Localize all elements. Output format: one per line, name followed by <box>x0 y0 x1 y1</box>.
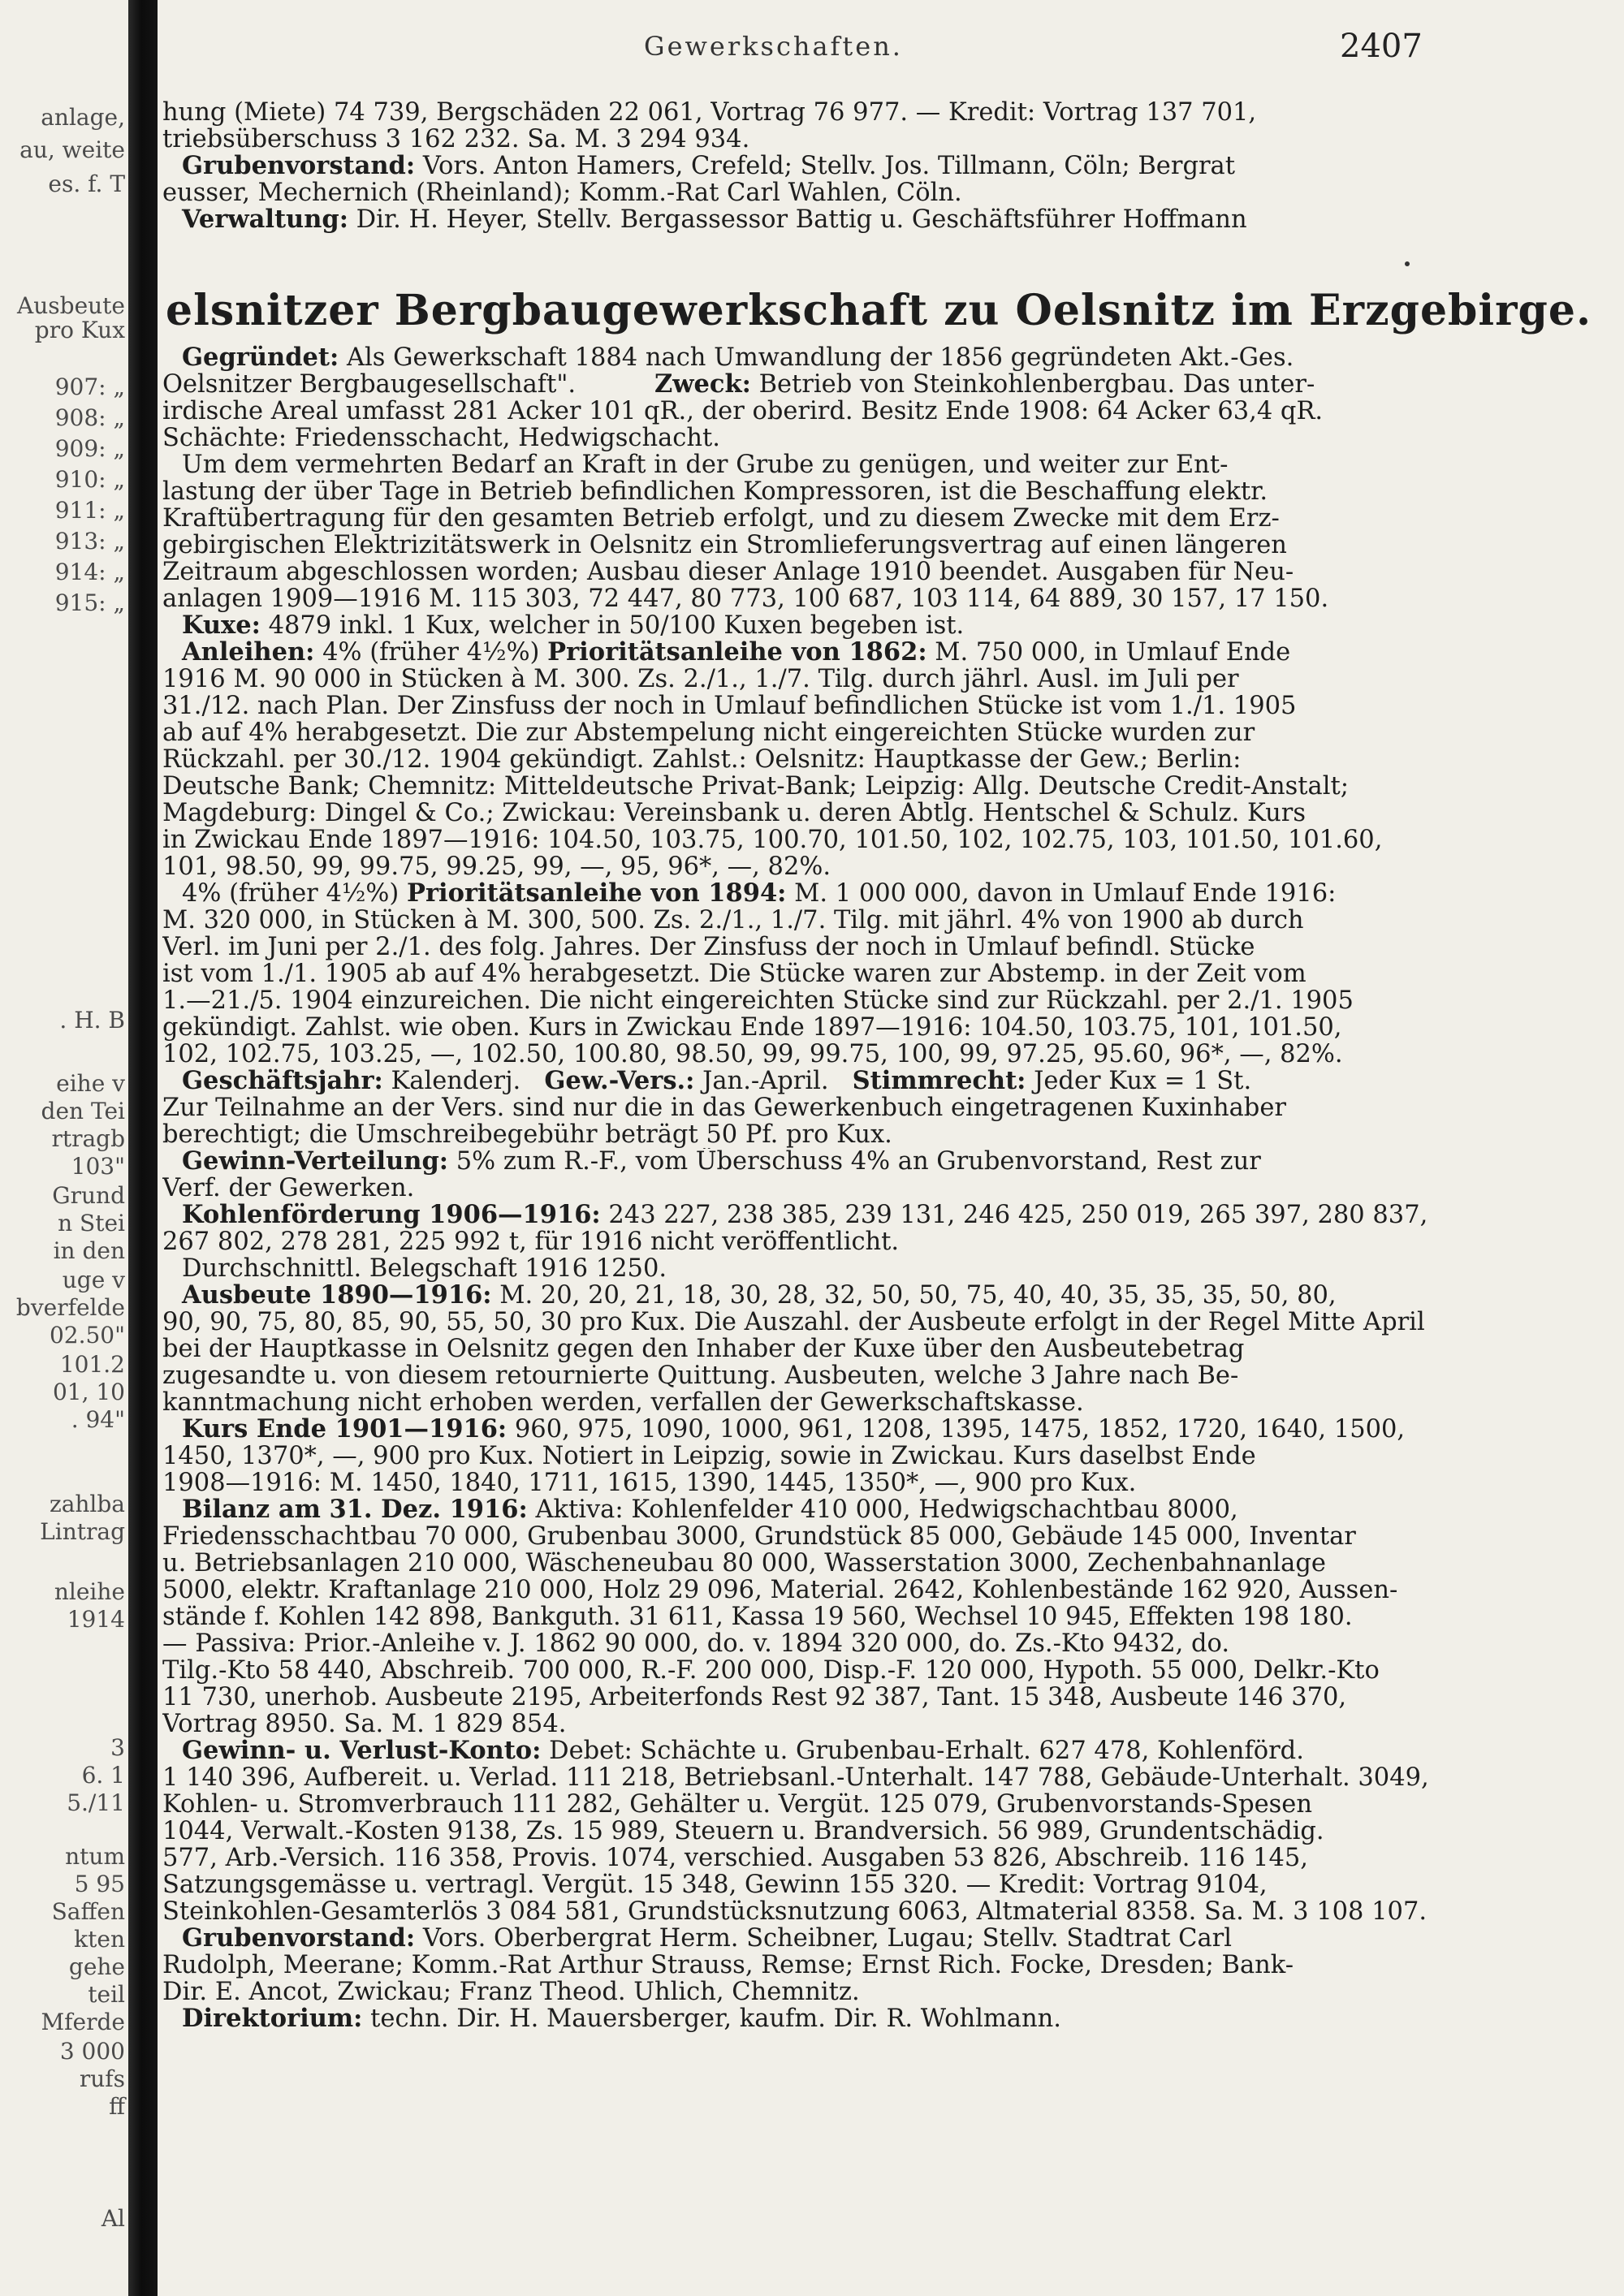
text-line: 1450, 1370*, —, 900 pro Kux. Notiert in Leipzig, sowie in Zwickau. Kurs daselbst Ende <box>162 1443 1256 1470</box>
margin-fragment: 914: „ <box>54 559 125 585</box>
text-line: 31./12. nach Plan. Der Zinsfuss der noch in Umlauf befindlichen Stücke ist vom 1./1. 1905 <box>162 693 1297 719</box>
text-line: 102, 102.75, 103.25, —, 102.50, 100.80, 98.50, 99, 99.75, 100, 99, 97.25, 95.60, 96*, —, 82%. <box>162 1041 1343 1068</box>
text-line: Deutsche Bank; Chemnitz: Mitteldeutsche Privat-Bank; Leipzig: Allg. Deutsche Credit-Anstalt; <box>162 773 1350 800</box>
margin-fragment: anlage, <box>41 104 125 131</box>
text-line: Kraftübertragung für den gesamten Betrieb erfolgt, und zu diesem Zwecke mit dem Erz- <box>162 505 1280 532</box>
text-line: ab auf 4% herabgesetzt. Die zur Abstempelung nicht eingereichten Stücke wurden zur <box>162 719 1255 746</box>
margin-fragment: kten <box>74 1926 125 1953</box>
margin-fragment: ff <box>109 2093 125 2120</box>
margin-fragment: 5./11 <box>67 1789 125 1816</box>
text-line: Oelsnitzer Bergbaugesellschaft". Zweck: Betrieb von Steinkohlenbergbau. Das unter- <box>162 371 1315 398</box>
margin-fragment: ntum <box>65 1843 125 1870</box>
margin-fragment: den Tei <box>41 1098 125 1124</box>
margin-fragment: rufs <box>79 2065 125 2092</box>
text-line: Grubenvorstand: Vors. Anton Hamers, Crefeld; Stellv. Jos. Tillmann, Cöln; Bergrat <box>182 153 1235 179</box>
text-line: Satzungsgemässe u. vertragl. Vergüt. 15 348, Gewinn 155 320. — Kredit: Vortrag 9104, <box>162 1871 1268 1898</box>
margin-fragment: nleihe <box>54 1578 125 1605</box>
entry-title: elsnitzer Bergbaugewerkschaft zu Oelsnitz im Erzgebirge. <box>166 286 1592 335</box>
text-line: 5000, elektr. Kraftanlage 210 000, Holz 29 096, Material. 2642, Kohlenbestände 162 920, Aussen- <box>162 1577 1398 1603</box>
left-margin-fragments <box>0 0 128 2296</box>
margin-fragment: 907: „ <box>54 373 125 400</box>
text-line: 11 730, unerhob. Ausbeute 2195, Arbeiterfonds Rest 92 387, Tant. 15 348, Ausbeute 146 370, <box>162 1684 1347 1711</box>
margin-fragment: 909: „ <box>54 435 125 462</box>
text-line: anlagen 1909—1916 M. 115 303, 72 447, 80 773, 100 687, 103 114, 64 889, 30 157, 17 150. <box>162 585 1329 612</box>
text-line: Verl. im Juni per 2./1. des folg. Jahres. Der Zinsfuss der noch in Umlauf befindl. Stücke <box>162 934 1255 960</box>
text-line: 1916 M. 90 000 in Stücken à M. 300. Zs. 2./1., 1./7. Tilg. durch jährl. Ausl. im Juli per <box>162 666 1239 693</box>
margin-fragment: 3 <box>110 1734 125 1761</box>
margin-fragment: 02.50" <box>49 1322 125 1349</box>
text-line: irdische Areal umfasst 281 Acker 101 qR., der oberird. Besitz Ende 1908: 64 Acker 63,4 qR. <box>162 398 1324 425</box>
entry-body <box>162 344 1429 2032</box>
margin-fragment: . 94" <box>71 1406 125 1433</box>
text-line: Rückzahl. per 30./12. 1904 gekündigt. Zahlst.: Oelsnitz: Hauptkasse der Gew.; Berlin: <box>162 746 1242 773</box>
margin-fragment: gehe <box>68 1953 125 1980</box>
margin-fragment: pro Kux <box>34 317 125 343</box>
margin-fragment: . H. B <box>59 1007 125 1034</box>
book-spine-shadow <box>128 0 158 2296</box>
margin-fragment: 1914 <box>67 1606 125 1633</box>
text-line: Gegründet: Als Gewerkschaft 1884 nach Umwandlung der 1856 gegründeten Akt.-Ges. <box>182 344 1294 371</box>
text-line: kanntmachung nicht erhoben werden, verfallen der Gewerkschaftskasse. <box>162 1389 1084 1416</box>
text-line: Durchschnittl. Belegschaft 1916 1250. <box>182 1255 667 1282</box>
text-line: Zur Teilnahme an der Vers. sind nur die in das Gewerkenbuch eingetragenen Kuxinhaber <box>162 1094 1286 1121</box>
text-line: Verwaltung: Dir. H. Heyer, Stellv. Bergassessor Battig u. Geschäftsführer Hoffmann <box>182 206 1247 233</box>
margin-fragment: Lintrag <box>40 1518 125 1545</box>
margin-fragment: Grund <box>52 1182 125 1209</box>
margin-fragment: Al <box>101 2205 125 2232</box>
text-line: Magdeburg: Dingel & Co.; Zwickau: Vereinsbank u. deren Abtlg. Hentschel & Schulz. Kurs <box>162 800 1306 826</box>
text-line: Friedensschachtbau 70 000, Grubenbau 3000, Grundstück 85 000, Gebäude 145 000, Inventar <box>162 1523 1356 1550</box>
margin-fragment: au, weite <box>19 136 125 163</box>
text-line: 1908—1916: M. 1450, 1840, 1711, 1615, 1390, 1445, 1350*, —, 900 pro Kux. <box>162 1470 1137 1496</box>
text-line: Kurs Ende 1901—1916: 960, 975, 1090, 1000, 961, 1208, 1395, 1475, 1852, 1720, 1640, 1500, <box>182 1416 1406 1443</box>
previous-entry <box>162 99 1429 233</box>
text-line: berechtigt; die Umschreibegebühr beträgt 50 Pf. pro Kux. <box>162 1121 892 1148</box>
text-line: 1044, Verwalt.-Kosten 9138, Zs. 15 989, Steuern u. Brandversich. 56 989, Grundentschädig. <box>162 1818 1324 1845</box>
text-line: stände f. Kohlen 142 898, Bankguth. 31 611, Kassa 19 560, Wechsel 10 945, Effekten 198 180. <box>162 1603 1353 1630</box>
text-line: Zeitraum abgeschlossen worden; Ausbau dieser Anlage 1910 beendet. Ausgaben für Neu- <box>162 559 1294 585</box>
text-line: Verf. der Gewerken. <box>162 1175 415 1202</box>
text-line: Direktorium: techn. Dir. H. Mauersberger, kaufm. Dir. R. Wohlmann. <box>182 2005 1061 2032</box>
margin-fragment: 101.2 <box>59 1351 125 1378</box>
text-line: Anleihen: 4% (früher 4½%) Prioritätsanleihe von 1862: M. 750 000, in Umlauf Ende <box>182 639 1291 666</box>
text-line: triebsüberschuss 3 162 232. Sa. M. 3 294 934. <box>162 126 750 153</box>
page-number: 2407 <box>1340 28 1423 65</box>
margin-fragment: es. f. T <box>48 170 125 197</box>
text-line: Kohlenförderung 1906—1916: 243 227, 238 385, 239 131, 246 425, 250 019, 265 397, 280 837, <box>182 1202 1428 1228</box>
section-label: Verwaltung: <box>182 206 348 233</box>
margin-fragment: 3 000 <box>59 2038 125 2065</box>
margin-fragment: 913: „ <box>54 528 125 555</box>
text-line: 90, 90, 75, 80, 85, 90, 55, 50, 30 pro Kux. Die Auszahl. der Ausbeute erfolgt in der Regel Mitte April <box>162 1309 1425 1336</box>
text-line: Tilg.-Kto 58 440, Abschreib. 700 000, R.-F. 200 000, Disp.-F. 120 000, Hypoth. 55 000, Delkr.-Kto <box>162 1657 1380 1684</box>
text-line: Rudolph, Meerane; Komm.-Rat Arthur Strauss, Remse; Ernst Rich. Focke, Dresden; Bank- <box>162 1952 1294 1979</box>
text-line: in Zwickau Ende 1897—1916: 104.50, 103.75, 100.70, 101.50, 102, 102.75, 103, 101.50, 101.60, <box>162 826 1383 853</box>
section-label: Grubenvorstand: <box>182 153 416 179</box>
margin-fragment: uge v <box>62 1267 125 1293</box>
text-line: M. 320 000, in Stücken à M. 300, 500. Zs. 2./1., 1./7. Tilg. mit jährl. 4% von 1900 ab durch <box>162 907 1304 934</box>
text-line: gebirgischen Elektrizitätswerk in Oelsnitz ein Stromlieferungsvertrag auf einen längeren <box>162 532 1287 559</box>
text-line: eusser, Mechernich (Rheinland); Komm.-Rat Carl Wahlen, Cöln. <box>162 179 962 206</box>
text-line: Grubenvorstand: Vors. Oberbergrat Herm. Scheibner, Lugau; Stellv. Stadtrat Carl <box>182 1925 1233 1952</box>
text-line: Bilanz am 31. Dez. 1916: Aktiva: Kohlenfelder 410 000, Hedwigschachtbau 8000, <box>182 1496 1238 1523</box>
margin-fragment: in den <box>53 1237 125 1264</box>
text-line: 4% (früher 4½%) Prioritätsanleihe von 1894: M. 1 000 000, davon in Umlauf Ende 1916: <box>182 880 1337 907</box>
margin-fragment: 911: „ <box>54 497 125 524</box>
margin-fragment: Saffen <box>51 1898 125 1925</box>
text-line: zugesandte u. von diesem retournierte Quittung. Ausbeuten, welche 3 Jahre nach Be- <box>162 1362 1239 1389</box>
text-line: 1 140 396, Aufbereit. u. Verlad. 111 218, Betriebsanl.-Unterhalt. 147 788, Gebäude-Unterhalt. 3049, <box>162 1764 1429 1791</box>
text-line: ist vom 1./1. 1905 ab auf 4% herabgesetzt. Die Stücke waren zur Abstemp. in der Zeit vom <box>162 960 1307 987</box>
text-line: Geschäftsjahr: Kalenderj. Gew.-Vers.: Jan.-April. Stimmrecht: Jeder Kux = 1 St. <box>182 1068 1252 1094</box>
text-line: Gewinn-Verteilung: 5% zum R.-F., vom Überschuss 4% an Grubenvorstand, Rest zur <box>182 1148 1261 1175</box>
text-line: u. Betriebsanlagen 210 000, Wäscheneubau 80 000, Wasserstation 3000, Zechenbahnanlage <box>162 1550 1326 1577</box>
margin-fragment: 5 95 <box>74 1871 125 1897</box>
margin-fragment: 6. 1 <box>81 1762 125 1789</box>
text-line: Schächte: Friedensschacht, Hedwigschacht. <box>162 425 720 451</box>
margin-fragment: rtragb <box>51 1125 125 1152</box>
margin-fragment: 01, 10 <box>52 1379 125 1405</box>
text-line: 267 802, 278 281, 225 992 t, für 1916 nicht veröffentlicht. <box>162 1228 900 1255</box>
text-line: 577, Arb.-Versich. 116 358, Provis. 1074, verschied. Ausgaben 53 826, Abschreib. 116 145, <box>162 1845 1308 1871</box>
text-line: gekündigt. Zahlst. wie oben. Kurs in Zwickau Ende 1897—1916: 104.50, 103.75, 101, 101.50, <box>162 1014 1342 1041</box>
margin-fragment: 910: „ <box>54 466 125 493</box>
margin-fragment: Mferde <box>41 2009 125 2035</box>
margin-fragment: Ausbeute <box>17 292 125 319</box>
margin-fragment: 103" <box>71 1153 125 1180</box>
text-line: Kuxe: 4879 inkl. 1 Kux, welcher in 50/100 Kuxen begeben ist. <box>182 612 965 639</box>
margin-fragment: eihe v <box>56 1070 125 1097</box>
margin-fragment: 908: „ <box>54 404 125 431</box>
text-line: Um dem vermehrten Bedarf an Kraft in der Grube zu genügen, und weiter zur Ent- <box>182 451 1229 478</box>
margin-fragment: bverfelde <box>15 1294 125 1321</box>
separator-dot <box>1405 261 1410 266</box>
text-line: bei der Hauptkasse in Oelsnitz gegen den Inhaber der Kuxe über den Ausbeutebetrag <box>162 1336 1245 1362</box>
running-head: Gewerkschaften. <box>644 31 903 62</box>
margin-fragment: 915: „ <box>54 589 125 616</box>
text-line: 1.—21./5. 1904 einzureichen. Die nicht eingereichten Stücke sind zur Rückzahl. per 2./1. 1905 <box>162 987 1354 1014</box>
text-line: 101, 98.50, 99, 99.75, 99.25, 99, —, 95, 96*, —, 82%. <box>162 853 831 880</box>
margin-fragment: n Stei <box>58 1210 125 1236</box>
text-line: Ausbeute 1890—1916: M. 20, 20, 21, 18, 30, 28, 32, 50, 50, 75, 40, 40, 35, 35, 35, 50, 80, <box>182 1282 1337 1309</box>
text-line: lastung der über Tage in Betrieb befindlichen Kompressoren, ist die Beschaffung elektr. <box>162 478 1268 505</box>
text-line: Steinkohlen-Gesamterlös 3 084 581, Grundstücksnutzung 6063, Altmaterial 8358. Sa. M. 3 108 107. <box>162 1898 1427 1925</box>
text-line: Kohlen- u. Stromverbrauch 111 282, Gehälter u. Vergüt. 125 079, Grubenvorstands-Spesen <box>162 1791 1313 1818</box>
text-line: — Passiva: Prior.-Anleihe v. J. 1862 90 000, do. v. 1894 320 000, do. Zs.-Kto 9432, do. <box>162 1630 1230 1657</box>
text-line: Dir. E. Ancot, Zwickau; Franz Theod. Uhlich, Chemnitz. <box>162 1979 860 2005</box>
margin-fragment: teil <box>88 1981 125 2008</box>
text-line: Gewinn- u. Verlust-Konto: Debet: Schächte u. Grubenbau-Erhalt. 627 478, Kohlenförd. <box>182 1737 1304 1764</box>
margin-fragment: zahlba <box>49 1491 125 1517</box>
text-line: hung (Miete) 74 739, Bergschäden 22 061, Vortrag 76 977. — Kredit: Vortrag 137 701, <box>162 99 1257 126</box>
text-line: Vortrag 8950. Sa. M. 1 829 854. <box>162 1711 567 1737</box>
